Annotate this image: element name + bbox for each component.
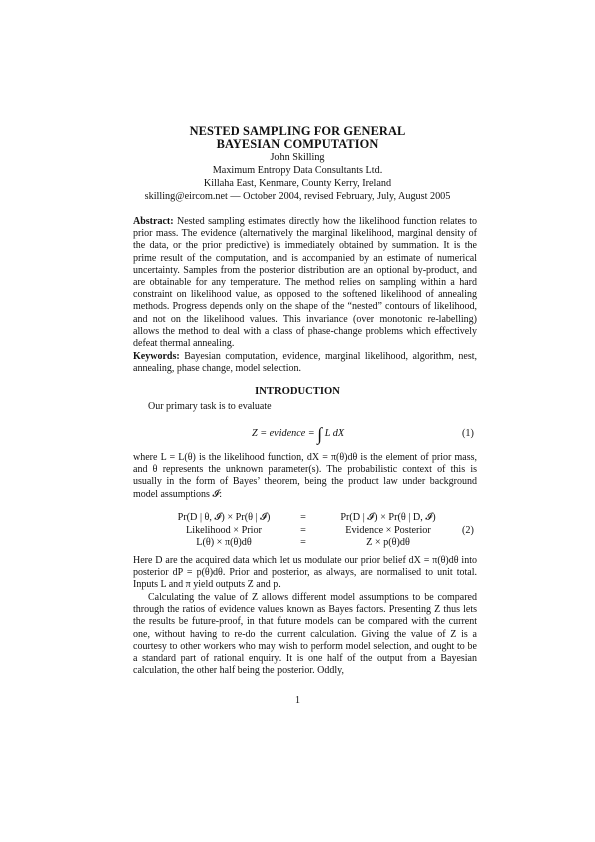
section-heading-introduction: INTRODUCTION — [255, 386, 340, 397]
abstract-text: Nested sampling estimates directly how the likelihood function relates to prior mass. The evidence (alternatively the marginal likelihood, marginal density of the data, or the prior predictive) is immediately obtained by summation. It is the prime result of the computation, and is accompanied by an estimate of numerical uncertainty. Samples from the posterior distribution are an optional by-product, and are obtainable for any temperature. The method relies on sampling within a hard constraint on likelihood value, as opposed to the softened likelihood of annealing methods. Progress depends only on the shape of the “nested” contours of likelihood, and not on the likelihood values. This invariance (over monotonic re-labelling) allows the method to deal with a class of phase-change problems which effectively defeat thermal annealing. — [133, 216, 478, 350]
page-number: 1 — [295, 695, 300, 706]
abstract-label: Abstract: — [133, 216, 174, 227]
equation-2-right: Evidence × Posterior — [345, 524, 431, 536]
integral-symbol: ∫ — [317, 424, 323, 444]
intro-paragraph — [133, 401, 477, 413]
paragraph-here-text: Here D are the acquired data which let us modulate our prior belief dX = π(θ)dθ into posterior dP = p(θ)dθ. Prior and posterior, as always, are normalised to unit total. Inputs L and π yield outputs Z and p. — [133, 555, 477, 591]
intro-line: Our primary task is to evaluate — [148, 401, 272, 412]
equation-2-left: Likelihood × Prior — [186, 524, 262, 536]
equation-2-number: (2) — [462, 525, 474, 536]
equation-1 — [252, 424, 344, 445]
keywords — [133, 351, 477, 375]
equation-2-left: Pr(D | θ, 𝓘) × Pr(θ | 𝓘) — [177, 512, 271, 523]
equation-2-row — [160, 525, 458, 538]
equation-1-number: (1) — [462, 428, 474, 439]
author-email-and-dates: skilling@eircom.net — October 2004, revised February, July, August 2005 — [144, 191, 451, 202]
equation-2-row — [160, 512, 458, 525]
equation-2-right: Pr(D | 𝓘) × Pr(θ | D, 𝓘) — [340, 512, 436, 523]
paper-title-line-1: NESTED SAMPLING FOR GENERAL — [189, 124, 406, 138]
paragraph-here — [133, 555, 477, 592]
keywords-label: Keywords: — [133, 351, 180, 362]
equation-2-equals: = — [300, 524, 306, 536]
paragraph-where-text: where L = L(θ) is the likelihood function, dX = π(θ)dθ is the element of prior mass, and θ represents the unknown parameter(s). The probabilistic context of this is usually in the form of Bayes’ theorem, being the product law under background model assumptions 𝓘: — [133, 452, 477, 500]
author-name: John Skilling — [270, 152, 325, 163]
equation-2 — [160, 512, 458, 550]
equation-2-equals: = — [300, 537, 306, 548]
equation-2-right: Z × p(θ)dθ — [366, 537, 410, 548]
paper-title-line-2: BAYESIAN COMPUTATION — [216, 137, 379, 151]
equation-2-equals: = — [300, 512, 306, 523]
author-affiliation: Maximum Entropy Data Consultants Ltd. — [212, 165, 383, 176]
author-address: Killaha East, Kenmare, County Kerry, Ireland — [203, 178, 392, 189]
equation-2-row — [160, 537, 458, 550]
equation-1-rhs: L dX — [322, 428, 345, 439]
equation-1-lhs: Z = evidence = — [252, 428, 318, 439]
equation-2-left: L(θ) × π(θ)dθ — [196, 537, 252, 548]
paragraph-calculating — [133, 592, 477, 677]
keywords-text: Bayesian computation, evidence, marginal likelihood, algorithm, nest, annealing, phase change, model selection. — [133, 351, 478, 375]
paragraph-calculating-text: Calculating the value of Z allows different model assumptions to be compared through the ratios of evidence values known as Bayes factors. Presenting Z thus lets the results be future-proof, in that future models can be compared with the current one, without having to re-do the current calculation. Giving the value of Z is a courtesy to other workers who may wish to perform model selection, and ought to be a standard part of rational enquiry. It is one half of the output from a Bayesian calculation, the other half being the posterior. Oddly, — [133, 592, 477, 677]
abstract — [133, 216, 477, 350]
paragraph-where — [133, 452, 477, 501]
